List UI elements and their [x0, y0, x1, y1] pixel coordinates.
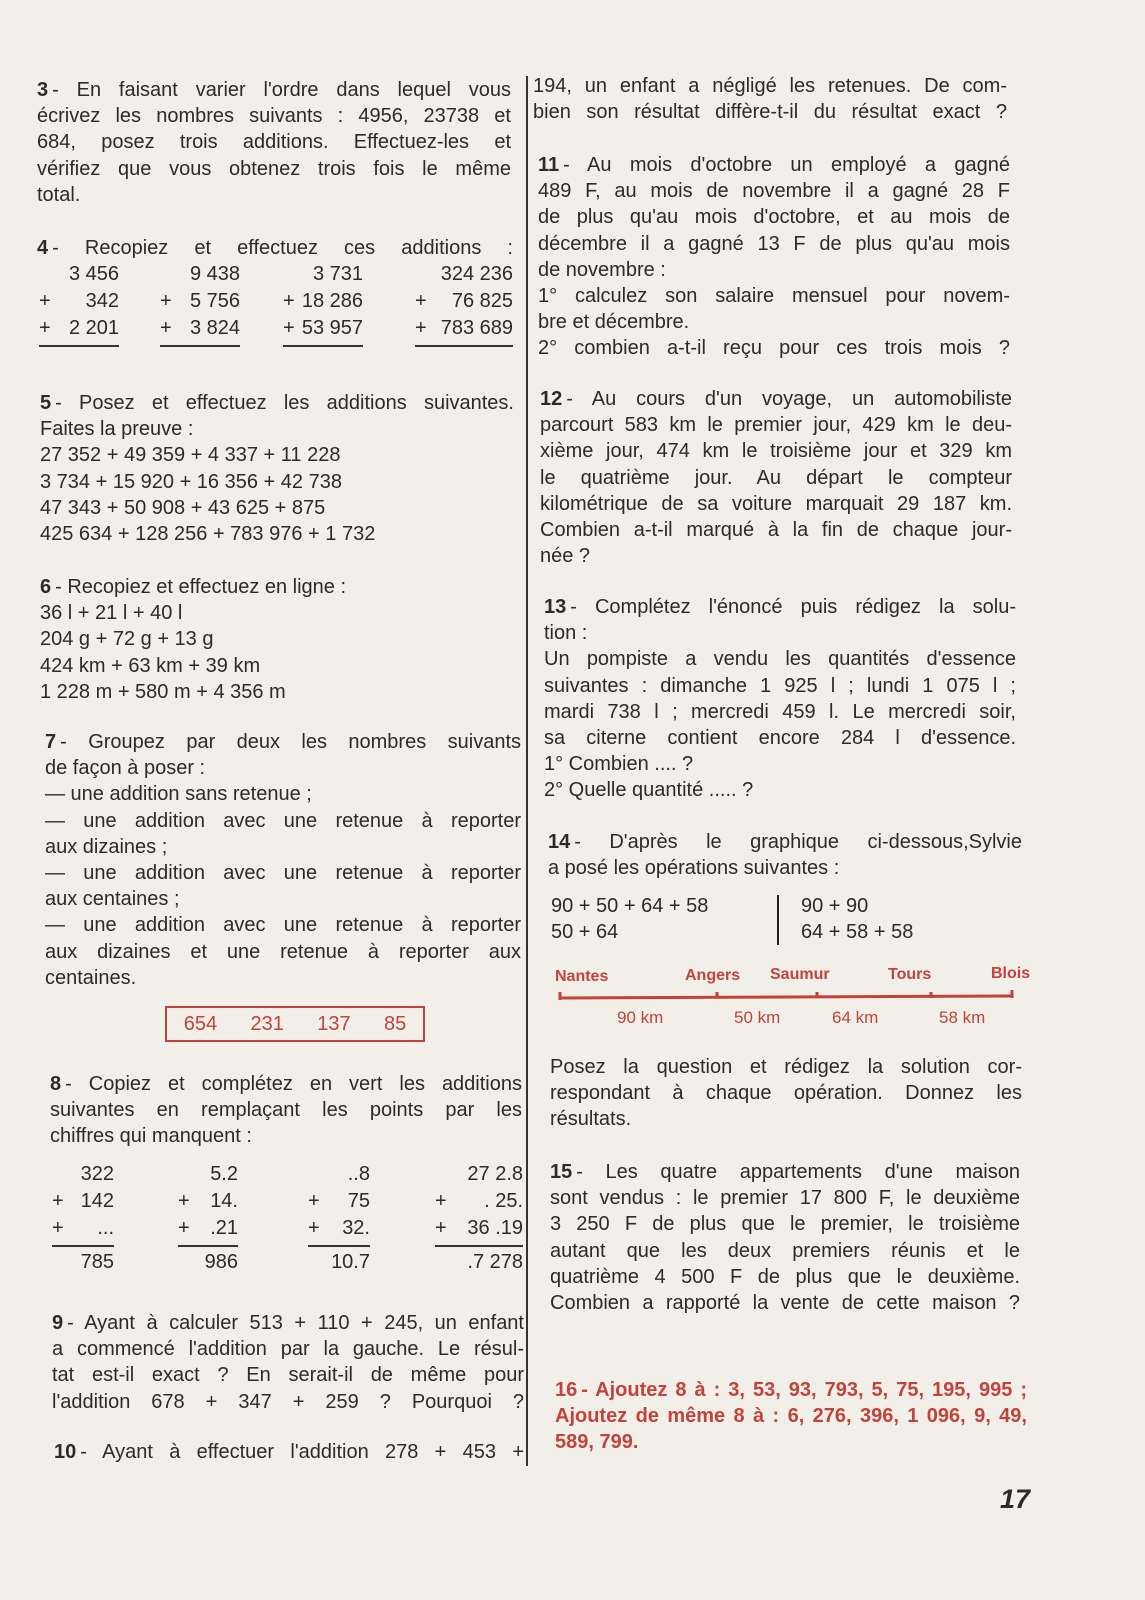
text-line: [45, 781, 521, 807]
text-line: [538, 204, 1010, 230]
addition-row: [178, 1215, 238, 1242]
route-line: [552, 988, 1032, 1002]
plus-sign: +: [308, 1217, 320, 1239]
text-line: [538, 309, 1010, 335]
line-text: - Les quatre appartements d'une maison: [576, 1161, 1020, 1183]
line-text: - En faisant varier l'ordre dans lequel vous: [52, 79, 511, 101]
line-text: quatrième 4 500 F de plus que le deuxième.: [550, 1265, 1020, 1288]
distance-label: 90 km: [617, 1008, 664, 1027]
addition-column: [308, 1161, 370, 1281]
text-line: [50, 1097, 522, 1123]
plus-sign: +: [178, 1190, 190, 1212]
exercise-number: 5: [40, 392, 52, 414]
line-text: - Posez et effectuez les additions suivantes.: [55, 392, 514, 414]
line-text: née ?: [540, 545, 591, 568]
line-text: Faites la preuve :: [40, 418, 194, 441]
text-line: [550, 1264, 1020, 1290]
exercise-number: 10: [54, 1441, 77, 1463]
line-text: bre et décembre.: [538, 311, 690, 334]
text-line: [550, 1080, 1022, 1106]
text-line: [533, 73, 1007, 99]
exercise-10-continued: [533, 73, 1007, 125]
addition-row: [308, 1188, 370, 1215]
plus-sign: +: [178, 1217, 190, 1239]
plus-sign: +: [283, 290, 295, 312]
sum-result: .7 278: [467, 1251, 523, 1273]
text-line: [550, 1106, 1022, 1132]
city-label: Tours: [888, 966, 932, 983]
text-line: [37, 77, 511, 103]
exercise-14: [548, 829, 1022, 881]
city-label: Saumur: [770, 966, 830, 983]
exercise-number: 8: [50, 1073, 62, 1095]
line-text: vérifiez que vous obtenez trois fois le même: [37, 157, 511, 180]
text-line: [40, 521, 514, 547]
city-label: Nantes: [555, 968, 609, 985]
text-line: [550, 1290, 1020, 1316]
sum-line: [52, 1245, 114, 1247]
exercise-8-additions: [50, 1161, 524, 1286]
exercise-number: 6: [40, 576, 52, 598]
text-line: [550, 1238, 1020, 1264]
text-line: [40, 442, 514, 468]
distance-label: 50 km: [734, 1008, 781, 1027]
exercise-number: 11: [538, 154, 560, 176]
addition-row: [39, 315, 119, 342]
text-line: [40, 679, 514, 705]
line-text: aux dizaines et une retenue à reporter aux: [45, 940, 521, 963]
sum-result: 785: [80, 1251, 114, 1273]
addend: 142: [80, 1190, 114, 1212]
text-line: [540, 491, 1012, 517]
text-line: [555, 1377, 1027, 1403]
addend: 53 957: [301, 317, 363, 339]
exercise-13: [544, 594, 1016, 804]
exercise-7: [45, 729, 521, 991]
text-line: [45, 965, 521, 991]
text-line: [50, 1071, 522, 1097]
page-number: 17: [1000, 1484, 1031, 1514]
text-line: [45, 860, 521, 886]
addend: 2 201: [68, 317, 119, 339]
addition-column: [415, 261, 513, 381]
text-line: [544, 646, 1016, 672]
text-line: [45, 886, 521, 912]
addend: 9 438: [189, 263, 240, 285]
addition-row: [178, 1188, 238, 1215]
line-text: écrivez les nombres suivants : 4956, 23738 et: [37, 105, 511, 128]
addend: 5.2: [210, 1163, 238, 1185]
line-text: tat est-il exact ? En serait-il de même pour: [52, 1364, 524, 1387]
text-line: [40, 390, 514, 416]
sum-line: [39, 345, 119, 347]
text-line: [50, 1123, 522, 1149]
text-line: [45, 729, 521, 755]
operation: 64 + 58 + 58: [801, 921, 914, 943]
text-line: [45, 912, 521, 938]
text-line: [37, 129, 511, 155]
text-line: [544, 751, 1016, 777]
line-text: - Ajoutez 8 à : 3, 53, 93, 793, 5, 75, 195, 995 ;: [581, 1379, 1027, 1401]
line-text: - Ayant à effectuer l'addition 278 + 453 +: [80, 1441, 524, 1463]
line-text: autant que les deux premiers réunis et le: [550, 1239, 1020, 1262]
text-line: [548, 829, 1022, 855]
line-text: total.: [37, 183, 81, 206]
text-line: [538, 335, 1010, 361]
line-text: xième jour, 474 km le troisième jour et 329 km: [540, 440, 1012, 463]
line-text: - D'après le graphique ci-dessous,Sylvie: [574, 831, 1022, 853]
operation: 90 + 50 + 64 + 58: [551, 895, 709, 917]
addition-row: [283, 288, 363, 315]
line-text: décembre il a gagné 13 F de plus qu'au mois: [538, 232, 1010, 255]
text-line: [544, 673, 1016, 699]
text-line: [37, 156, 511, 182]
exercise-5: [40, 390, 514, 547]
addend: ..8: [347, 1163, 370, 1185]
addend: . 25.: [484, 1190, 523, 1212]
box-number: 654: [183, 1012, 218, 1035]
addition-row: [435, 1161, 523, 1188]
line-text: résultats.: [550, 1108, 632, 1131]
text-line: [52, 1336, 524, 1362]
plus-sign: +: [52, 1190, 64, 1212]
text-line: [550, 1054, 1022, 1080]
sum-line: [435, 1245, 523, 1247]
addition-column: [435, 1161, 523, 1281]
distance-label: 58 km: [939, 1008, 986, 1027]
line-text: Un pompiste a vendu les quantités d'essence: [544, 648, 1016, 671]
text-line: [550, 1211, 1020, 1237]
addition-row: [435, 1188, 523, 1215]
exercise-4: [37, 235, 513, 261]
line-text: 1° Combien .... ?: [544, 753, 694, 776]
addend: 36 .19: [467, 1217, 523, 1239]
line-text: de plus qu'au mois d'octobre, et au mois de: [538, 206, 1010, 229]
line-text: parcourt 583 km le premier jour, 429 km le deu-: [540, 414, 1012, 437]
box-number: 231: [250, 1012, 284, 1035]
distance-label: 64 km: [832, 1008, 879, 1027]
sum-line: [160, 345, 240, 347]
line-text: 489 F, au mois de novembre il a gagné 28 F: [538, 180, 1010, 203]
line-text: Ajoutez de même 8 à : 6, 276, 396, 1 096, 9, 49,: [555, 1405, 1027, 1428]
text-line: [40, 653, 514, 679]
text-line: [37, 235, 513, 261]
addition-row: [160, 261, 240, 288]
addend: 76 825: [451, 290, 513, 312]
sum-line: [308, 1245, 370, 1247]
addition-row: [178, 1161, 238, 1188]
exercise-number: 12: [540, 388, 563, 410]
text-line: [538, 152, 1010, 178]
addition-row: [308, 1215, 370, 1242]
line-text: Posez la question et rédigez la solution cor-: [550, 1056, 1022, 1078]
text-line: [45, 808, 521, 834]
text-line: [37, 103, 511, 129]
line-text: aux dizaines ;: [45, 835, 168, 858]
text-line: [40, 574, 514, 600]
addend: 342: [85, 290, 119, 312]
exercise-4-additions: [37, 261, 515, 351]
line-text: 2° Quelle quantité ..... ?: [544, 779, 754, 802]
column-divider: [526, 76, 528, 1466]
plus-sign: +: [308, 1190, 320, 1212]
addition-column: [160, 261, 240, 381]
text-line: [540, 517, 1012, 543]
plus-sign: +: [52, 1217, 64, 1239]
line-text: sont vendus : le premier 17 800 F, le deuxième: [550, 1187, 1020, 1210]
line-text: a posé les opérations suivantes :: [548, 857, 840, 880]
line-text: 424 km + 63 km + 39 km: [40, 654, 261, 677]
addition-row: [52, 1188, 114, 1215]
box-number: 137: [317, 1012, 351, 1035]
exercise-14-instructions: [550, 1054, 1022, 1133]
addition-column: [178, 1161, 238, 1281]
addend: 27 2.8: [467, 1163, 523, 1185]
text-line: [52, 1310, 524, 1336]
addition-row: [52, 1161, 114, 1188]
plus-sign: +: [39, 290, 51, 312]
exercise-9: [52, 1310, 524, 1415]
addend: 324 236: [440, 263, 513, 285]
addition-row: [160, 288, 240, 315]
line-text: sa citerne contient encore 284 l d'essence.: [544, 726, 1016, 749]
line-text: de façon à poser :: [45, 757, 206, 780]
addition-row: [283, 315, 363, 342]
addend: 3 824: [189, 317, 240, 339]
line-text: 194, un enfant a négligé les retenues. De com-: [533, 75, 1007, 97]
addend: 3 456: [68, 263, 119, 285]
line-text: - Complétez l'énoncé puis rédigez la solu-: [570, 596, 1016, 618]
addend: 3 731: [312, 263, 363, 285]
text-line: [548, 855, 1022, 881]
plus-sign: +: [435, 1217, 447, 1239]
exercise-number: 9: [52, 1312, 64, 1334]
city-label: Angers: [685, 967, 741, 984]
addition-row: [415, 315, 513, 342]
text-line: [538, 231, 1010, 257]
route-diagram: [552, 962, 1032, 1034]
text-line: [540, 438, 1012, 464]
line-text: 1 228 m + 580 m + 4 356 m: [40, 680, 286, 703]
text-line: [45, 755, 521, 781]
line-text: - Ayant à calculer 513 + 110 + 245, un enfant: [67, 1312, 524, 1334]
text-line: [540, 465, 1012, 491]
text-line: [550, 1159, 1020, 1185]
addition-row: [39, 261, 119, 288]
text-line: [40, 600, 514, 626]
text-line: [538, 178, 1010, 204]
exercise-6: [40, 574, 514, 705]
line-text: - Au mois d'octobre un employé a gagné: [563, 154, 1010, 176]
operations-separator: [777, 895, 779, 945]
text-line: [538, 283, 1010, 309]
text-line: [544, 725, 1016, 751]
line-text: 27 352 + 49 359 + 4 337 + 11 228: [40, 444, 341, 467]
exercise-8: [50, 1071, 522, 1150]
plus-sign: +: [435, 1190, 447, 1212]
line-text: tion :: [544, 622, 588, 645]
line-text: aux centaines ;: [45, 888, 180, 911]
sum-line: [283, 345, 363, 347]
numbers-box: [165, 1006, 425, 1042]
text-line: [40, 469, 514, 495]
text-line: [54, 1439, 524, 1465]
exercise-number: 4: [37, 237, 49, 259]
line-text: l'addition 678 + 347 + 259 ? Pourquoi ?: [52, 1390, 524, 1413]
exercise-number: 16: [555, 1379, 578, 1401]
line-text: Combien a rapporté la vente de cette maison ?: [550, 1291, 1020, 1314]
city-label: Blois: [991, 965, 1031, 982]
line-text: 47 343 + 50 908 + 43 625 + 875: [40, 496, 326, 519]
line-text: - Recopiez et effectuez en ligne :: [55, 576, 347, 598]
plus-sign: +: [415, 317, 427, 339]
exercise-number: 14: [548, 831, 571, 853]
plus-sign: +: [39, 317, 51, 339]
line-text: 425 634 + 128 256 + 783 976 + 1 732: [40, 522, 376, 545]
exercise-12: [540, 386, 1012, 569]
text-line: [544, 620, 1016, 646]
exercise-11: [538, 152, 1010, 362]
exercise-3: [37, 77, 511, 208]
plus-sign: +: [283, 317, 295, 339]
sum-line: [178, 1245, 238, 1247]
line-text: kilométrique de sa voiture marquait 29 187 km.: [540, 492, 1012, 515]
text-line: [555, 1429, 1027, 1455]
line-text: - Copiez et complétez en vert les additions: [65, 1073, 522, 1095]
addend: 14.: [210, 1190, 238, 1212]
exercise-10: [54, 1439, 524, 1465]
text-line: [540, 386, 1012, 412]
addition-row: [52, 1215, 114, 1242]
line-text: 589, 799.: [555, 1431, 639, 1454]
addend: 32.: [342, 1217, 370, 1239]
plus-sign: +: [160, 317, 172, 339]
addition-row: [435, 1215, 523, 1242]
addend: 783 689: [440, 317, 513, 339]
plus-sign: +: [160, 290, 172, 312]
text-line: [540, 412, 1012, 438]
addend: 322: [80, 1163, 114, 1185]
sylvie-operations: [551, 893, 914, 945]
addition-column: [52, 1161, 114, 1281]
line-text: 2° combien a-t-il reçu pour ces trois mois ?: [538, 337, 1010, 360]
line-text: - Au cours d'un voyage, un automobiliste: [566, 388, 1012, 410]
box-number: 85: [384, 1012, 407, 1035]
line-text: - Groupez par deux les nombres suivants: [60, 731, 521, 753]
line-text: 684, posez trois additions. Effectuez-les et: [37, 131, 511, 154]
text-line: [538, 257, 1010, 283]
text-line: [544, 777, 1016, 803]
addition-row: [39, 288, 119, 315]
addend: 75: [347, 1190, 370, 1212]
text-line: [40, 626, 514, 652]
exercise-number: 15: [550, 1161, 573, 1183]
line-text: 3 734 + 15 920 + 16 356 + 42 738: [40, 470, 342, 493]
text-line: [37, 182, 511, 208]
text-line: [45, 939, 521, 965]
operation: 90 + 90: [801, 895, 869, 917]
text-line: [40, 495, 514, 521]
operation: 50 + 64: [551, 921, 619, 943]
exercise-16: [555, 1377, 1027, 1456]
line-text: de novembre :: [538, 258, 666, 281]
line-text: suivantes : dimanche 1 925 l ; lundi 1 075 l ;: [544, 674, 1016, 697]
line-text: centaines.: [45, 966, 137, 989]
text-line: [533, 99, 1007, 125]
text-line: [544, 594, 1016, 620]
line-text: mardi 738 l ; mercredi 459 l. Le mercredi soir,: [544, 700, 1016, 723]
addition-row: [308, 1161, 370, 1188]
addition-column: [283, 261, 363, 381]
addition-row: [415, 288, 513, 315]
line-text: - Recopiez et effectuez ces additions :: [52, 237, 513, 259]
text-line: [45, 834, 521, 860]
line-text: — une addition avec une retenue à reporter: [45, 914, 521, 937]
addend: ...: [97, 1217, 114, 1239]
line-text: Combien a-t-il marqué à la fin de chaque jour-: [540, 518, 1012, 541]
line-text: a commencé l'addition par la gauche. Le résul-: [52, 1338, 524, 1361]
line-text: le quatrième jour. Au départ le compteur: [540, 466, 1012, 489]
plus-sign: +: [415, 290, 427, 312]
text-line: [540, 543, 1012, 569]
addend: 5 756: [189, 290, 240, 312]
exercise-number: 13: [544, 596, 567, 618]
addend: 18 286: [301, 290, 363, 312]
sum-result: 10.7: [331, 1251, 370, 1273]
text-line: [52, 1362, 524, 1388]
sum-result: 986: [204, 1251, 238, 1273]
addition-row: [160, 315, 240, 342]
line-text: — une addition sans retenue ;: [45, 783, 312, 806]
line-text: 204 g + 72 g + 13 g: [40, 628, 214, 651]
exercise-number: 7: [45, 731, 57, 753]
line-text: chiffres qui manquent :: [50, 1125, 252, 1148]
sum-line: [415, 345, 513, 347]
line-text: 1° calculez son salaire mensuel pour novem-: [538, 284, 1010, 307]
text-line: [544, 699, 1016, 725]
addition-row: [283, 261, 363, 288]
text-line: [550, 1185, 1020, 1211]
addend: .21: [210, 1217, 238, 1239]
line-text: 36 l + 21 l + 40 l: [40, 602, 183, 625]
line-text: bien son résultat diffère-t-il du résultat exact ?: [533, 101, 1007, 124]
line-text: — une addition avec une retenue à reporter: [45, 861, 521, 884]
line-text: 3 250 F de plus que le premier, le troisième: [550, 1213, 1020, 1236]
text-line: [555, 1403, 1027, 1429]
addition-column: [39, 261, 119, 381]
text-line: [52, 1389, 524, 1415]
line-text: respondant à chaque opération. Donnez les: [550, 1082, 1022, 1105]
text-line: [40, 416, 514, 442]
line-text: suivantes en remplaçant les points par les: [50, 1099, 522, 1122]
addition-row: [415, 261, 513, 288]
exercise-15: [550, 1159, 1020, 1316]
exercise-number: 3: [37, 79, 49, 101]
line-text: — une addition avec une retenue à reporter: [45, 809, 521, 832]
